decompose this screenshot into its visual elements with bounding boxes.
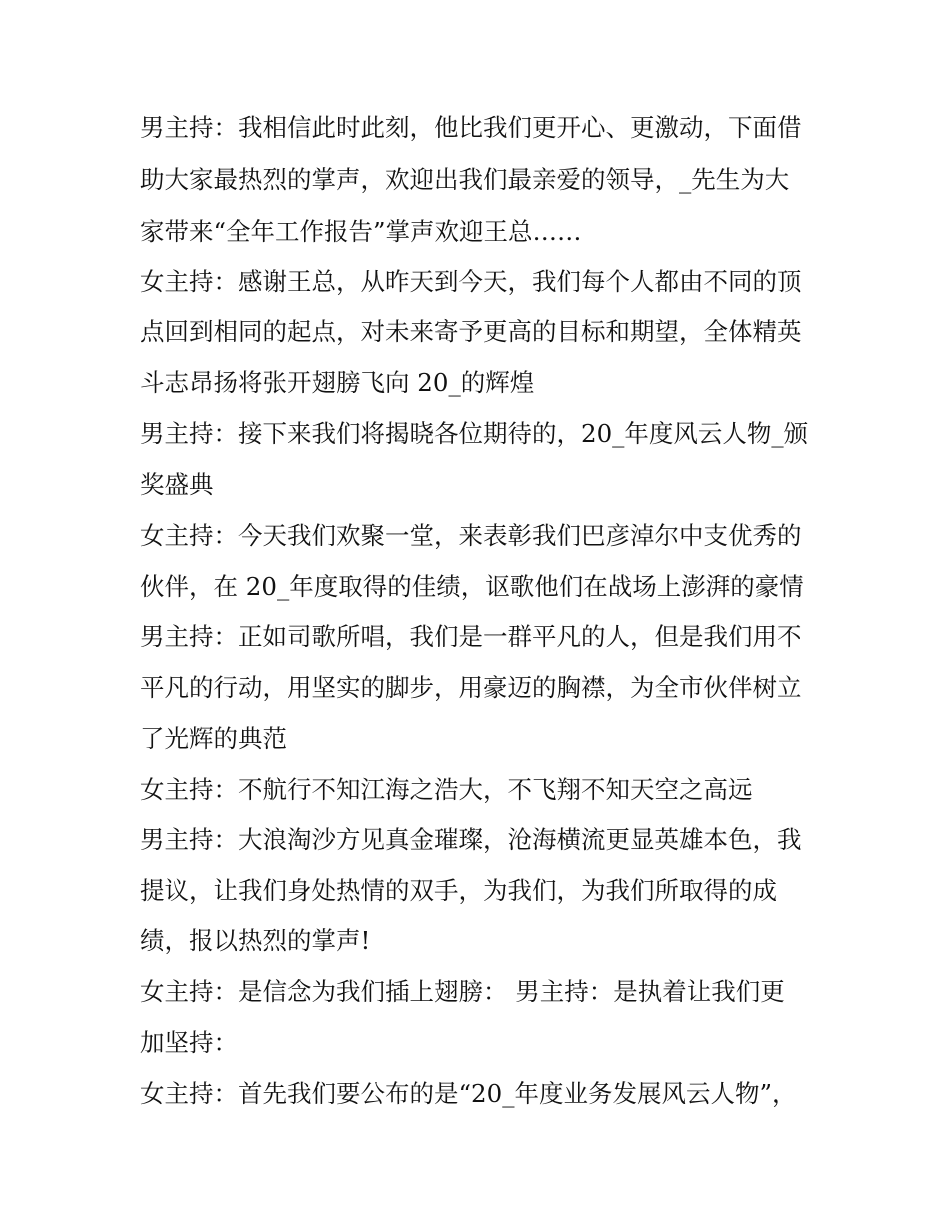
text-line: 斗志昂扬将张开翅膀飞向 20_的辉煌 xyxy=(140,368,535,397)
text-line: 女主持：首先我们要公布的是“20_年度业务发展风云人物”， xyxy=(140,1079,797,1108)
text-line: 男主持：正如司歌所唱，我们是一群平凡的人，但是我们用不 xyxy=(140,622,802,651)
text-line: 点回到相同的起点，对未来寄予更高的目标和期望，全体精英 xyxy=(140,317,802,346)
text-line: 女主持：今天我们欢聚一堂，来表彰我们巴彦淖尔中支优秀的 xyxy=(140,521,802,550)
text-line: 平凡的行动，用坚实的脚步，用豪迈的胸襟，为全市伙伴树立 xyxy=(140,673,802,702)
text-line: 了光辉的典范 xyxy=(140,724,287,753)
text-line: 奖盛典 xyxy=(140,470,214,499)
text-line: 男主持：我相信此时此刻，他比我们更开心、更激动，下面借 xyxy=(140,113,802,142)
text-line: 家带来“全年工作报告”掌声欢迎王总…… xyxy=(140,217,582,246)
text-line: 男主持：接下来我们将揭晓各位期待的，20_年度风云人物_颁 xyxy=(140,419,809,448)
text-line: 提议，让我们身处热情的双手，为我们，为我们所取得的成 xyxy=(140,876,777,905)
text-line: 加坚持： xyxy=(140,1028,238,1057)
text-line: 男主持：大浪淘沙方见真金璀璨，沧海横流更显英雄本色，我 xyxy=(140,825,802,854)
text-line: 女主持：是信念为我们插上翅膀： 男主持：是执着让我们更 xyxy=(140,977,785,1006)
text-line: 女主持：感谢王总，从昨天到今天，我们每个人都由不同的顶 xyxy=(140,267,802,296)
text-line: 女主持：不航行不知江海之浩大，不飞翔不知天空之高远 xyxy=(140,775,753,804)
text-line: 助大家最热烈的掌声，欢迎出我们最亲爱的领导，_先生为大 xyxy=(140,165,790,194)
text-line: 绩，报以热烈的掌声! xyxy=(140,926,371,955)
text-line: 伙伴，在 20_年度取得的佳绩，讴歌他们在战场上澎湃的豪情 xyxy=(140,572,804,601)
